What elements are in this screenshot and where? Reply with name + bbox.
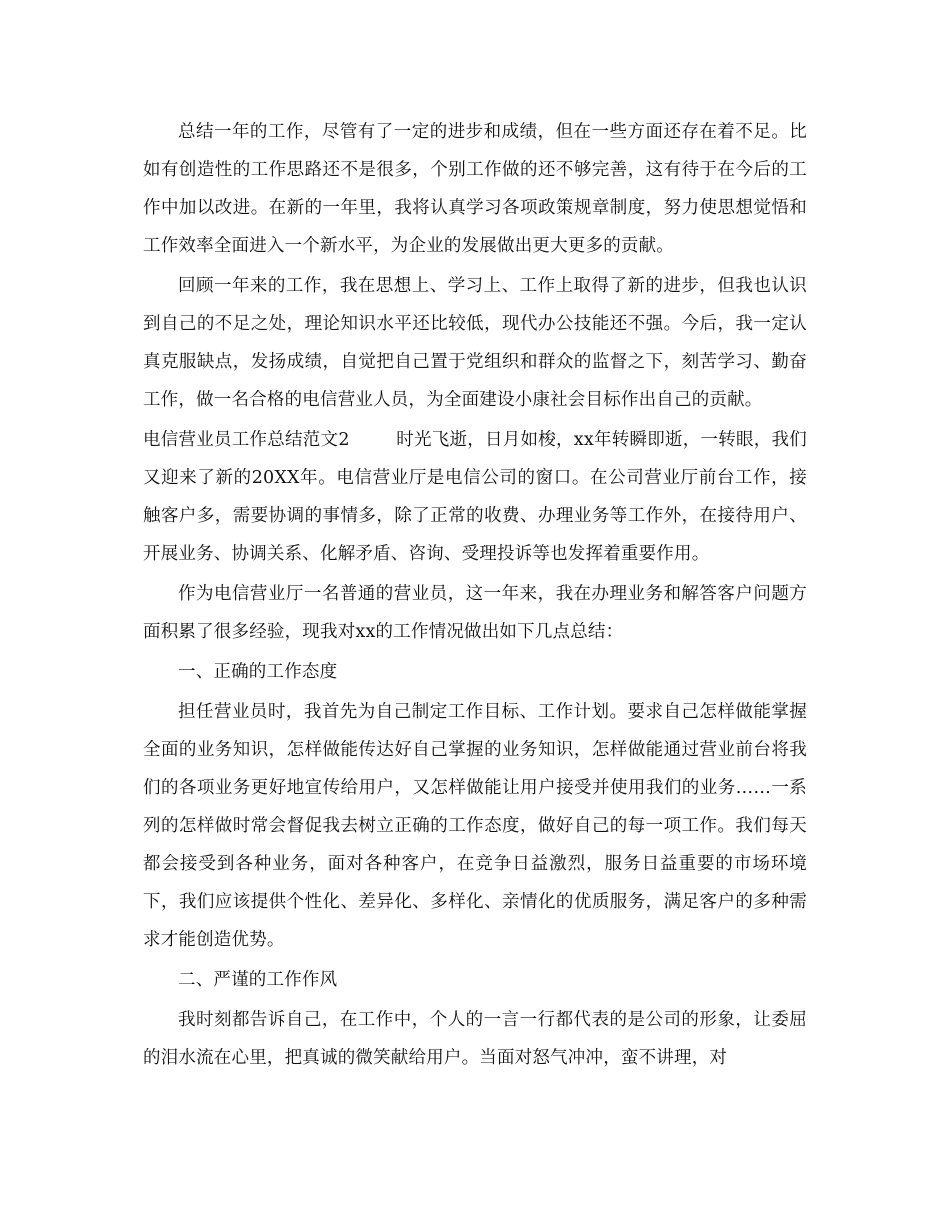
paragraph-experience: 作为电信营业厅一名普通的营业员，这一年来，我在办理业务和解答客户问题方面积累了很多经验，现我对xx的工作情况做出如下几点总结： <box>143 584 807 642</box>
paragraph-attitude: 担任营业员时，我首先为自己制定工作目标、工作计划。要求自己怎样做能掌握全面的业务知识，怎样做能传达好自己掌握的业务知识，怎样做能通过营业前台将我们的各项业务更好地宣传给用户，又怎样做能让用户接受并使用我们的业务……一系列的怎样做时常会督促我去树立正确的工作态度，做好自己的每一项工作。我们每天都会接受到各种业务，面对各种客户，在竞争日益激烈，服务日益重要的市场环境下，我们应该提供个性化、差异化、多样化、亲情化的优质服务，满足客户的多种需求才能创造优势。 <box>143 702 807 950</box>
section-title: 电信营业员工作总结范文2 <box>143 430 350 450</box>
heading-work-style: 二、严谨的工作作风 <box>178 970 338 990</box>
title-spacer <box>350 430 397 450</box>
section-intro-paragraph <box>143 421 807 573</box>
document-body <box>143 113 807 1079</box>
section-intro-text: 时光飞逝，日月如梭，xx年转瞬即逝，一转眼，我们又迎来了新的20XX年。电信营业厅是电信公司的窗口。在公司营业厅前台工作，接触客户多，需要协调的事情多，除了正常的收费、办理业务等工作外，在接待用户、开展业务、协调关系、化解矛盾、咨询、受理投诉等也发挥着重要作用。 <box>143 430 807 564</box>
paragraph-review: 回顾一年来的工作，我在思想上、学习上、工作上取得了新的进步，但我也认识到自己的不足之处，理论知识水平还比较低，现代办公技能还不强。今后，我一定认真克服缺点，发扬成绩，自觉把自己置于党组织和群众的监督之下，刻苦学习、勤奋工作，做一名合格的电信营业人员，为全面建设小康社会目标作出自己的贡献。 <box>143 276 807 410</box>
heading-work-attitude: 一、正确的工作态度 <box>178 662 338 682</box>
paragraph-style: 我时刻都告诉自己，在工作中，个人的一言一行都代表的是公司的形象，让委屈的泪水流在心里，把真诚的微笑献给用户。当面对怒气冲冲，蛮不讲理，对 <box>143 1010 807 1068</box>
paragraph-summary: 总结一年的工作，尽管有了一定的进步和成绩，但在一些方面还存在着不足。比如有创造性的工作思路还不是很多，个别工作做的还不够完善，这有待于在今后的工作中加以改进。在新的一年里，我将认真学习各项政策规章制度，努力使思想觉悟和工作效率全面进入一个新水平，为企业的发展做出更大更多的贡献。 <box>143 122 807 256</box>
